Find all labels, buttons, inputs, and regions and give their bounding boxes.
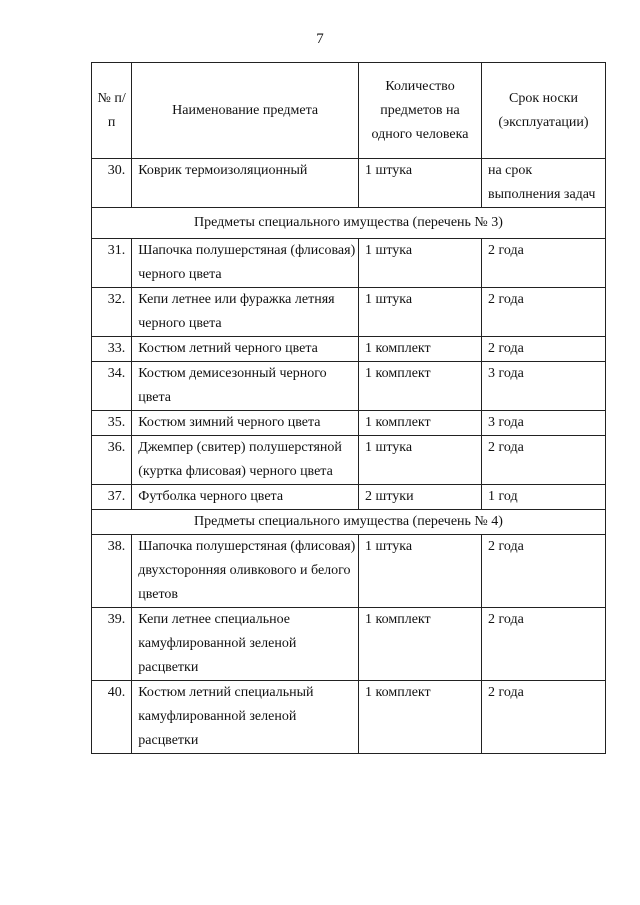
- row-num: 40.: [92, 681, 132, 754]
- table-row: [92, 608, 606, 681]
- row-qty: 1 штука: [359, 159, 482, 208]
- row-qty: 1 комплект: [359, 681, 482, 754]
- row-qty: 1 штука: [359, 239, 482, 288]
- row-qty: 1 штука: [359, 535, 482, 608]
- row-term: 3 года: [481, 362, 605, 411]
- row-term: 3 года: [481, 411, 605, 436]
- header-qty: Количество предметов на одного человека: [359, 63, 482, 159]
- row-term: 1 год: [481, 485, 605, 510]
- row-qty: 1 комплект: [359, 337, 482, 362]
- row-name: Кепи летнее специальное камуфлированной зеленой расцветки: [132, 608, 359, 681]
- table-row: [92, 159, 606, 208]
- row-term: 2 года: [481, 681, 605, 754]
- table-row: [92, 337, 606, 362]
- row-num: 37.: [92, 485, 132, 510]
- row-name: Шапочка полушерстяная (флисовая) двухсторонняя оливкового и белого цветов: [132, 535, 359, 608]
- header-term: Срок носки (эксплуатации): [481, 63, 605, 159]
- table-row: [92, 362, 606, 411]
- row-qty: 1 штука: [359, 288, 482, 337]
- section-row: [92, 510, 606, 535]
- row-name: Коврик термоизоляционный: [132, 159, 359, 208]
- row-num: 35.: [92, 411, 132, 436]
- table-row: [92, 681, 606, 754]
- section-title: Предметы специального имущества (перечень № 3): [92, 208, 606, 239]
- page-number: 7: [316, 31, 324, 47]
- header-name: Наименование предмета: [132, 63, 359, 159]
- row-name: Костюм зимний черного цвета: [132, 411, 359, 436]
- row-qty: 1 комплект: [359, 608, 482, 681]
- row-num: 33.: [92, 337, 132, 362]
- table-row: [92, 436, 606, 485]
- table-row: [92, 288, 606, 337]
- row-qty: 1 комплект: [359, 362, 482, 411]
- row-name: Кепи летнее или фуражка летняя черного цвета: [132, 288, 359, 337]
- table-row: [92, 485, 606, 510]
- row-num: 30.: [92, 159, 132, 208]
- row-name: Футболка черного цвета: [132, 485, 359, 510]
- row-term: 2 года: [481, 239, 605, 288]
- table-row: [92, 535, 606, 608]
- row-term: 2 года: [481, 436, 605, 485]
- row-term: 2 года: [481, 337, 605, 362]
- row-num: 31.: [92, 239, 132, 288]
- row-num: 34.: [92, 362, 132, 411]
- row-term: на срок выполнения задач: [481, 159, 605, 208]
- header-num: № п/п: [92, 63, 132, 159]
- row-name: Шапочка полушерстяная (флисовая) черного цвета: [132, 239, 359, 288]
- row-name: Костюм летний специальный камуфлированной зеленой расцветки: [132, 681, 359, 754]
- row-name: Костюм летний черного цвета: [132, 337, 359, 362]
- row-qty: 2 штуки: [359, 485, 482, 510]
- table-row: [92, 239, 606, 288]
- equipment-table: [91, 62, 606, 754]
- table-row: [92, 411, 606, 436]
- row-num: 32.: [92, 288, 132, 337]
- row-num: 36.: [92, 436, 132, 485]
- section-row: [92, 208, 606, 239]
- row-num: 39.: [92, 608, 132, 681]
- table-header-row: [92, 63, 606, 159]
- row-term: 2 года: [481, 288, 605, 337]
- row-num: 38.: [92, 535, 132, 608]
- row-qty: 1 штука: [359, 436, 482, 485]
- row-term: 2 года: [481, 535, 605, 608]
- section-title: Предметы специального имущества (перечень № 4): [92, 510, 606, 535]
- row-name: Костюм демисезонный черного цвета: [132, 362, 359, 411]
- row-name: Джемпер (свитер) полушерстяной (куртка флисовая) черного цвета: [132, 436, 359, 485]
- row-term: 2 года: [481, 608, 605, 681]
- row-qty: 1 комплект: [359, 411, 482, 436]
